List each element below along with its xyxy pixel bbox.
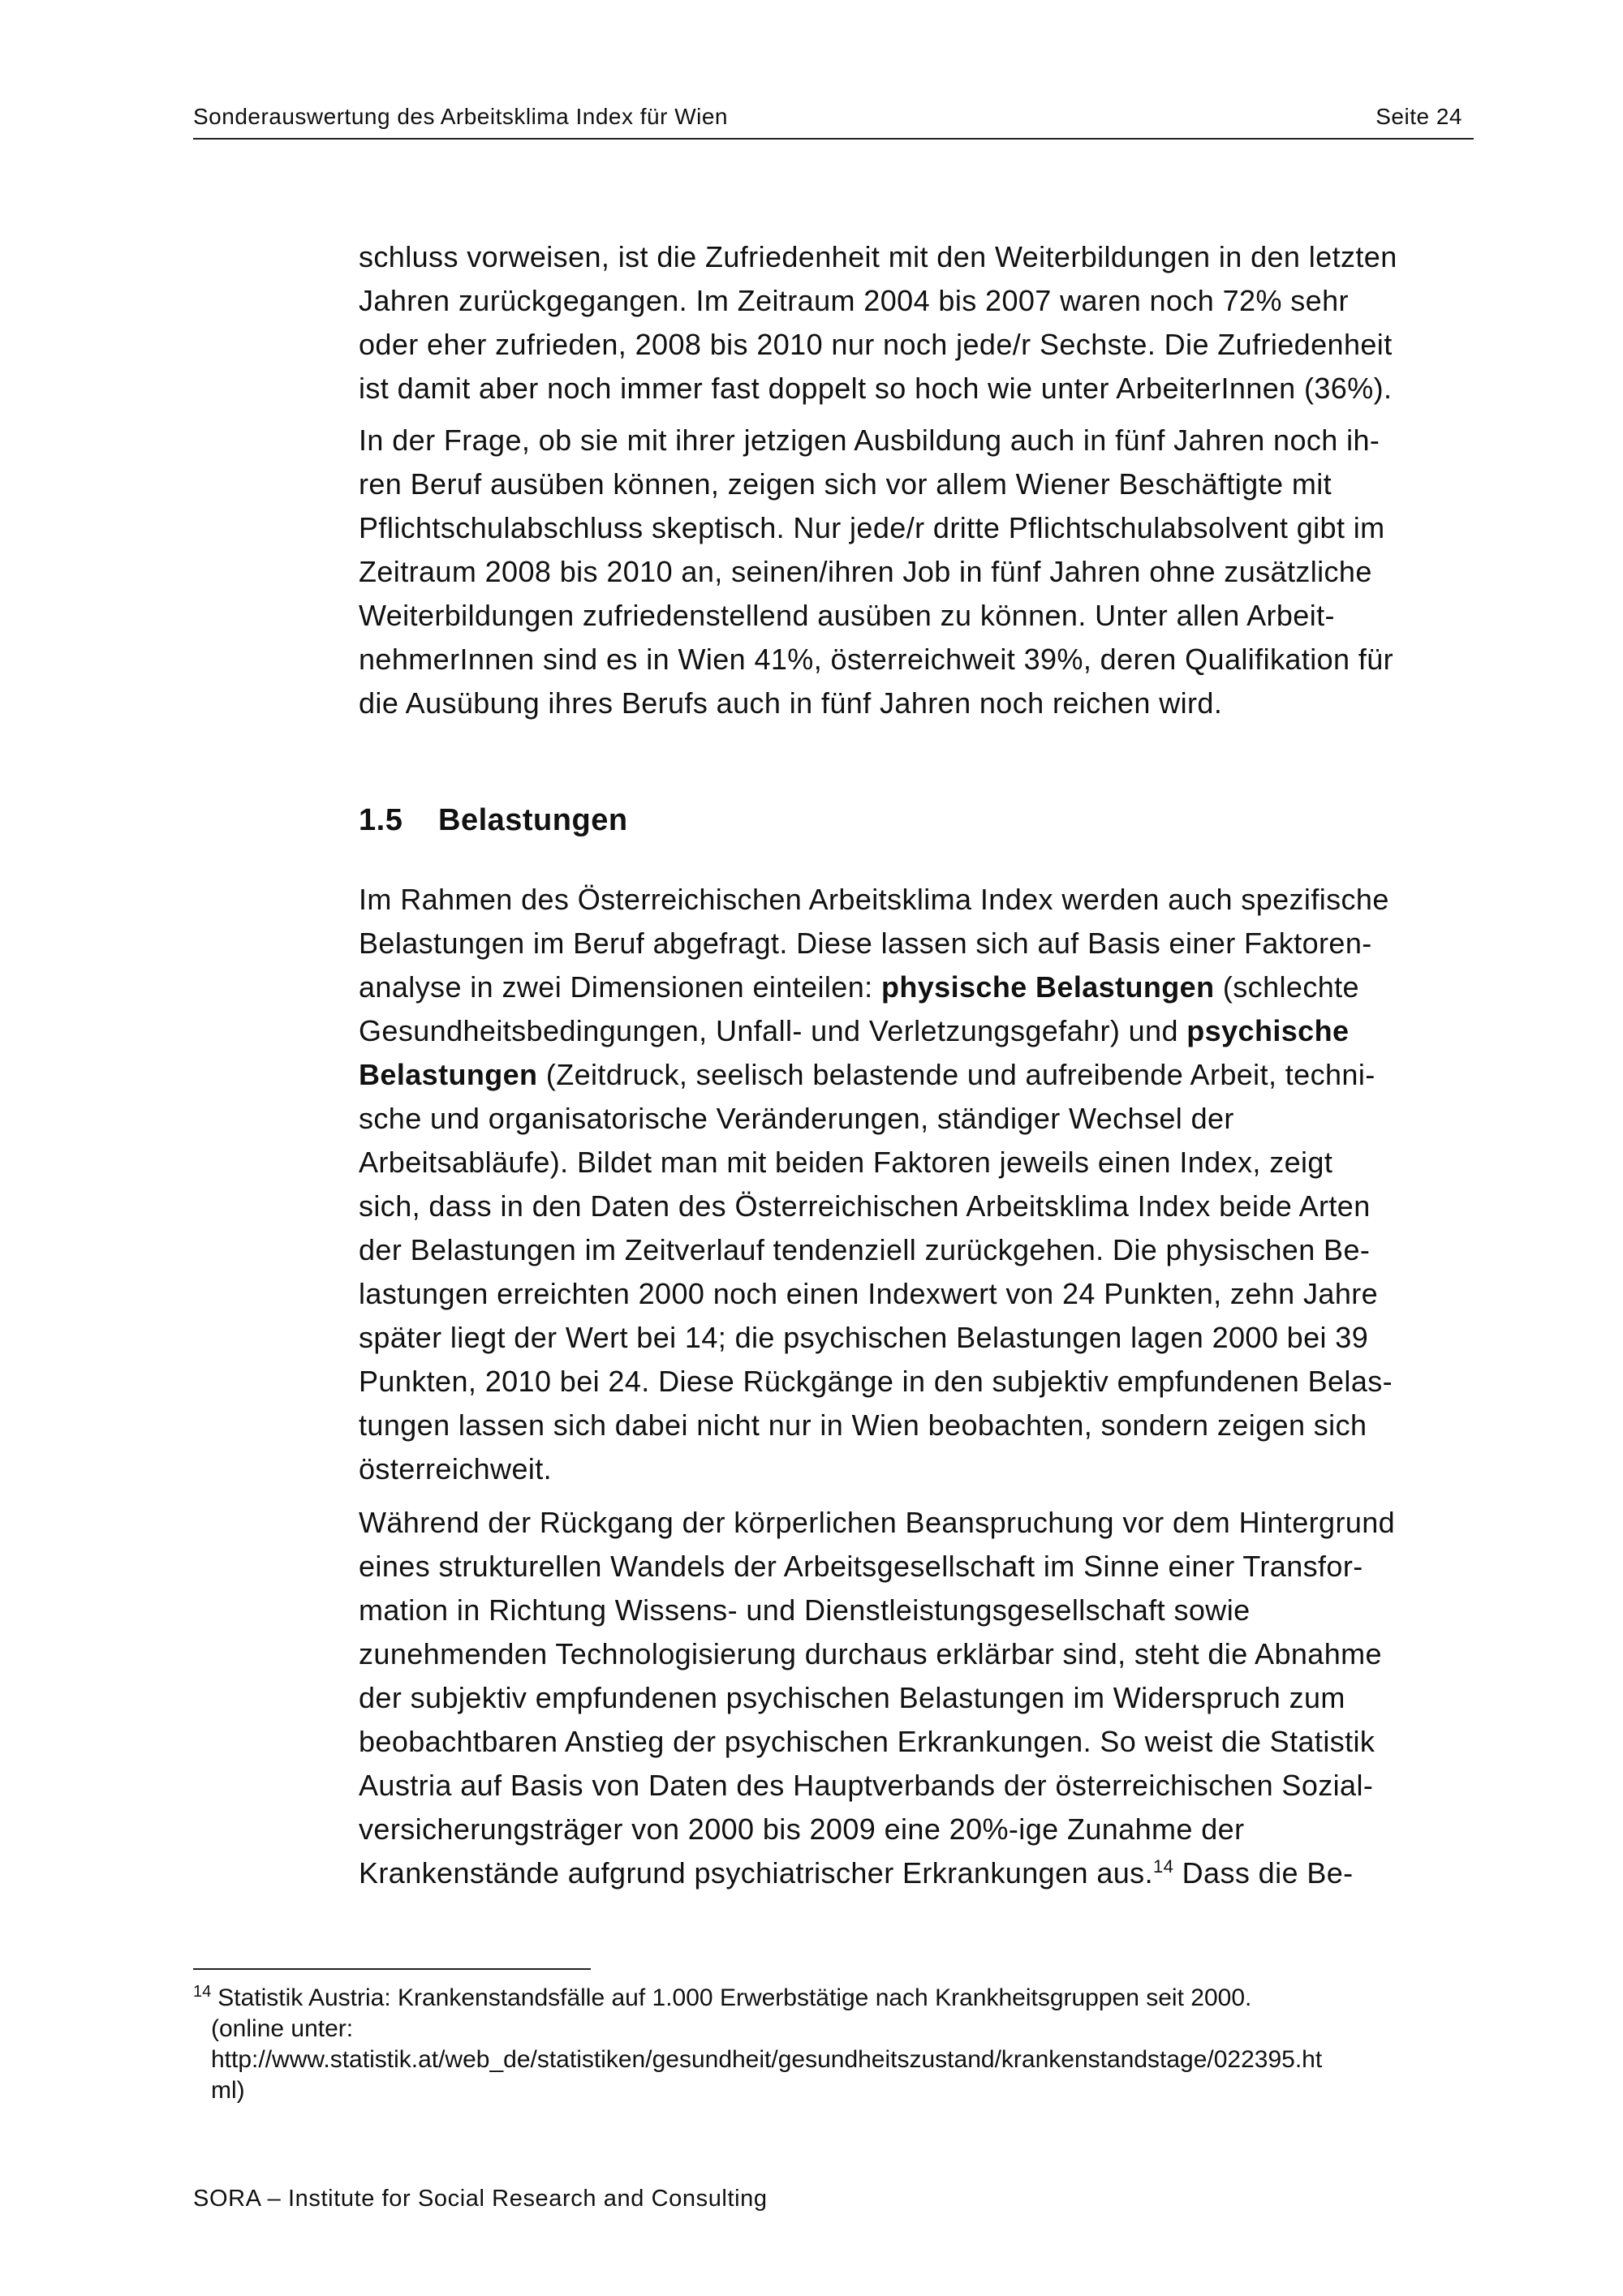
section-number: 1.5 (359, 803, 403, 837)
footnote-divider (193, 1968, 591, 1970)
text-line: mation in Richtung Wissens- und Dienstleistungsgesellschaft sowie (359, 1593, 1251, 1627)
text-line: der Belastungen im Zeitverlauf tendenziell zurückgehen. Die physischen Be- (359, 1233, 1371, 1266)
header-title: Sonderauswertung des Arbeitsklima Index für Wien (193, 104, 728, 129)
text-line: österreichweit. (359, 1452, 553, 1486)
text-line: Weiterbildungen zufriedenstellend ausüben zu können. Unter allen Arbeit- (359, 599, 1335, 632)
text-line: Punkten, 2010 bei 24. Diese Rückgänge in den subjektiv empfundenen Belas- (359, 1365, 1393, 1398)
text-line: versicherungsträger von 2000 bis 2009 eine 20%-ige Zunahme der (359, 1812, 1245, 1846)
page-header (193, 104, 1474, 140)
text-line: tungen lassen sich dabei nicht nur in Wien beobachten, sondern zeigen sich (359, 1408, 1367, 1442)
text-line: Während der Rückgang der körperlichen Beanspruchung vor dem Hintergrund (359, 1506, 1396, 1539)
text-line: Krankenstände aufgrund psychiatrischer Erkrankungen aus.$^{14}$ Dass die Be- (359, 1856, 1354, 1890)
bold-term-psychisch: psychische (1186, 1014, 1350, 1047)
footnote-reference[interactable]: 14 (1152, 1856, 1174, 1877)
text-line: die Ausübung ihres Berufs auch in fünf Jahren noch reichen wird. (359, 686, 1223, 720)
paragraph-ausbildung (359, 419, 1479, 725)
text-line: Belastungen im Beruf abgefragt. Diese lassen sich auf Basis einer Faktoren- (359, 927, 1372, 960)
text-line: zunehmenden Technologisierung durchaus erklärbar sind, steht die Abnahme (359, 1637, 1382, 1670)
text-line: eines strukturellen Wandels der Arbeitsgesellschaft im Sinne einer Transfor- (359, 1550, 1363, 1583)
text-line: Gesundheitsbedingungen, Unfall- und Verletzungsgefahr) und psychische (359, 1014, 1350, 1047)
text-line: später liegt der Wert bei 14; die psychischen Belastungen lagen 2000 bei 39 (359, 1321, 1369, 1354)
section-title: Belastungen (438, 803, 628, 837)
paragraph-rueckgang (359, 1501, 1479, 1895)
text-line: beobachtbaren Anstieg der psychischen Erkrankungen. So weist die Statistik (359, 1725, 1375, 1758)
footnote (193, 1983, 1492, 2106)
text-line: Arbeitsabläufe). Bildet man mit beiden Faktoren jeweils einen Index, zeigt (359, 1146, 1333, 1179)
paragraph-weiterbildung (359, 235, 1479, 411)
section-heading (359, 803, 628, 838)
body-text-top (359, 235, 1479, 725)
text-line: Im Rahmen des Österreichischen Arbeitsklima Index werden auch spezifische (359, 883, 1389, 916)
text-line: sich, dass in den Daten des Österreichischen Arbeitsklima Index beide Arten (359, 1189, 1371, 1223)
bold-term-belastungen: Belastungen (359, 1058, 538, 1091)
text-line: sche und organisatorische Veränderungen, ständiger Wechsel der (359, 1102, 1234, 1135)
body-text-section (359, 878, 1479, 1895)
footnote-line: $^{14}$ Statistik Austria: Krankenstandsfälle auf 1.000 Erwerbstätige nach Krankheitsgruppen seit 2000. (193, 1983, 1252, 2011)
footnote-url[interactable]: http://www.statistik.at/web_de/statistiken/gesundheit/gesundheitszustand/krankenstandstage/022395.ht (211, 2046, 1323, 2073)
page-number: Seite 24 (1375, 104, 1462, 129)
text-line: Belastungen (Zeitdruck, seelisch belastende und aufreibende Arbeit, techni- (359, 1058, 1375, 1091)
text-line: oder eher zufrieden, 2008 bis 2010 nur noch jede/r Sechste. Die Zufriedenheit (359, 328, 1393, 361)
text-line: Austria auf Basis von Daten des Hauptverbands der österreichischen Sozial- (359, 1769, 1374, 1802)
footnote-line: (online unter: (211, 2015, 354, 2042)
text-line: Zeitraum 2008 bis 2010 an, seinen/ihren Job in fünf Jahren ohne zusätzliche (359, 555, 1372, 588)
paragraph-belastungen (359, 878, 1479, 1491)
bold-term-physisch: physische Belastungen (880, 970, 1215, 1004)
text-line: nehmerInnen sind es in Wien 41%, österreichweit 39%, deren Qualifikation für (359, 643, 1394, 676)
text-line: schluss vorweisen, ist die Zufriedenheit mit den Weiterbildungen in den letzten (359, 240, 1397, 273)
text-line: In der Frage, ob sie mit ihrer jetzigen Ausbildung auch in fünf Jahren noch ih- (359, 424, 1380, 457)
text-line: ren Beruf ausüben können, zeigen sich vor allem Wiener Beschäftigte mit (359, 467, 1332, 501)
page-footer: SORA – Institute for Social Research and Consulting (193, 2186, 768, 2212)
footnote-url-end[interactable]: ml) (211, 2077, 245, 2104)
footnote-marker: 14 (193, 1983, 212, 2001)
text-line: Jahren zurückgegangen. Im Zeitraum 2004 bis 2007 waren noch 72% sehr (359, 284, 1349, 317)
text-line: der subjektiv empfundenen psychischen Belastungen im Widerspruch zum (359, 1681, 1345, 1714)
text-line: ist damit aber noch immer fast doppelt so hoch wie unter ArbeiterInnen (36%). (359, 372, 1393, 405)
text-line: analyse in zwei Dimensionen einteilen: physische Belastungen (schlechte (359, 970, 1359, 1004)
text-line: Pflichtschulabschluss skeptisch. Nur jede/r dritte Pflichtschulabsolvent gibt im (359, 511, 1385, 544)
text-line: lastungen erreichten 2000 noch einen Indexwert von 24 Punkten, zehn Jahre (359, 1277, 1379, 1310)
